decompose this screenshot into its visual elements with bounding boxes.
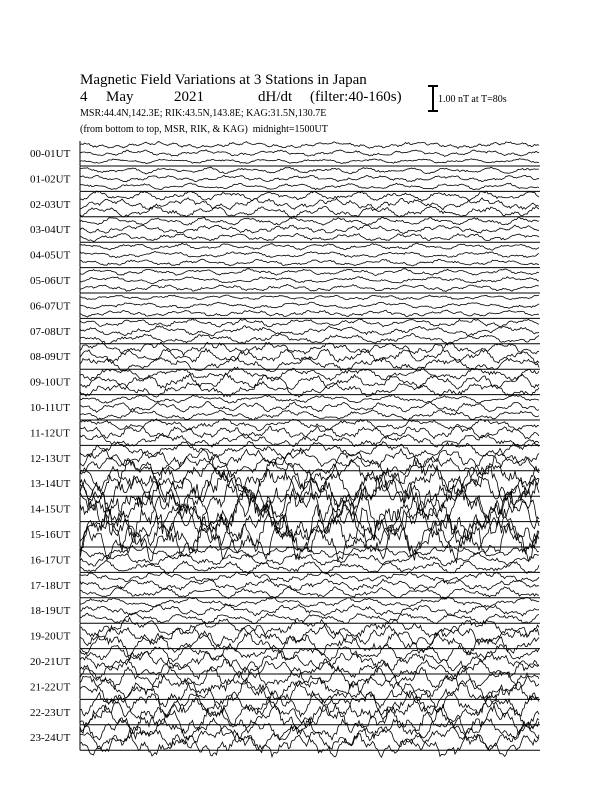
hour-label: 17-18UT — [30, 579, 71, 592]
hour-row-08-09UT — [30, 342, 540, 371]
hour-row-06-07UT — [30, 293, 540, 318]
trace-RIK — [80, 251, 539, 258]
hour-row-04-05UT — [30, 243, 540, 268]
trace-MSR — [80, 410, 539, 421]
date-year: 2021 — [174, 89, 204, 105]
trace-RIK — [80, 175, 539, 182]
trace-MSR — [80, 206, 539, 218]
hour-row-07-08UT — [30, 319, 540, 345]
trace-KAG — [80, 217, 539, 225]
hour-label: 02-03UT — [30, 198, 71, 211]
hour-row-10-11UT — [30, 395, 540, 421]
hour-label: 12-13UT — [30, 452, 71, 465]
hour-label: 20-21UT — [30, 656, 71, 668]
trace-MSR — [80, 456, 539, 476]
trace-MSR — [80, 159, 539, 164]
hour-label: 04-05UT — [30, 249, 71, 262]
hour-label: 22-23UT — [30, 706, 71, 719]
station-coordinates: MSR:44.4N,142.3E; RIK:43.5N,143.8E; KAG:31.5N,130.7E — [80, 108, 327, 119]
hour-label: 19-20UT — [30, 630, 71, 643]
hour-row-03-04UT — [30, 217, 540, 242]
hour-row-21-22UT — [30, 666, 540, 708]
hour-label: 08-09UT — [30, 351, 71, 364]
hour-label: 10-11UT — [30, 402, 70, 414]
trace-MSR — [80, 233, 539, 241]
hour-label: 05-06UT — [30, 275, 71, 287]
trace-RIK — [80, 374, 539, 389]
hour-label: 00-01UT — [30, 148, 71, 160]
hour-label: 11-12UT — [30, 427, 70, 440]
quantity-label: dH/dt — [258, 89, 293, 105]
hour-label: 16-17UT — [30, 554, 71, 567]
trace-RIK — [80, 326, 539, 336]
hour-row-18-19UT — [30, 597, 540, 624]
hour-label: 01-02UT — [30, 173, 71, 186]
hour-row-12-13UT — [30, 441, 540, 476]
hour-label: 23-24UT — [30, 732, 71, 745]
trace-KAG — [80, 142, 539, 149]
trace-RIK — [80, 579, 539, 591]
chart-title: Magnetic Field Variations at 3 Stations in Japan — [80, 72, 367, 88]
order-note-text: (from bottom to top, MSR, RIK, & KAG) — [80, 124, 248, 135]
hour-label: 07-08UT — [30, 325, 71, 338]
trace-KAG — [80, 191, 539, 201]
hour-label: 14-15UT — [30, 503, 71, 516]
trace-MSR — [80, 631, 539, 655]
trace-KAG — [80, 319, 539, 327]
hour-row-11-12UT — [30, 418, 540, 447]
trace-MSR — [80, 284, 539, 291]
hour-label: 18-19UT — [30, 605, 71, 618]
trace-MSR — [80, 259, 539, 266]
midnight-note: midnight=1500UT — [252, 124, 328, 135]
scale-label: 1.00 nT at T=80s — [438, 94, 507, 105]
trace-KAG — [80, 597, 539, 607]
trace-KAG — [80, 269, 539, 276]
hour-row-17-18UT — [30, 572, 540, 600]
trace-KAG — [80, 395, 539, 403]
trace-KAG — [80, 243, 539, 250]
trace-KAG — [80, 295, 539, 300]
trace-RIK — [80, 198, 539, 210]
date-month: May — [106, 89, 134, 105]
trace-MSR — [80, 613, 539, 624]
trace-KAG — [80, 441, 539, 458]
trace-KAG — [80, 618, 539, 638]
hour-label: 03-04UT — [30, 224, 71, 237]
trace-RIK — [80, 225, 539, 234]
trace-KAG — [80, 572, 539, 582]
date-day: 4 — [80, 89, 88, 105]
trace-RIK — [80, 625, 539, 646]
trace-KAG — [80, 167, 539, 174]
hour-label: 13-14UT — [30, 478, 71, 491]
filter-label: (filter:40-160s) — [310, 89, 402, 105]
trace-MSR — [80, 310, 539, 317]
hour-label: 09-10UT — [30, 376, 71, 389]
hour-label: 21-22UT — [30, 681, 71, 694]
trace-RIK — [80, 402, 539, 413]
trace-RIK — [80, 302, 539, 309]
hour-row-02-03UT — [30, 191, 540, 217]
hour-row-05-06UT — [30, 268, 540, 293]
hour-row-00-01UT — [30, 141, 540, 166]
trace-RIK — [80, 277, 539, 284]
hour-row-01-02UT — [30, 166, 540, 191]
trace-MSR — [80, 183, 539, 190]
hour-label: 06-07UT — [30, 300, 71, 313]
hour-row-09-10UT — [30, 367, 540, 397]
hour-label: 15-16UT — [30, 529, 71, 541]
trace-RIK — [80, 150, 539, 157]
